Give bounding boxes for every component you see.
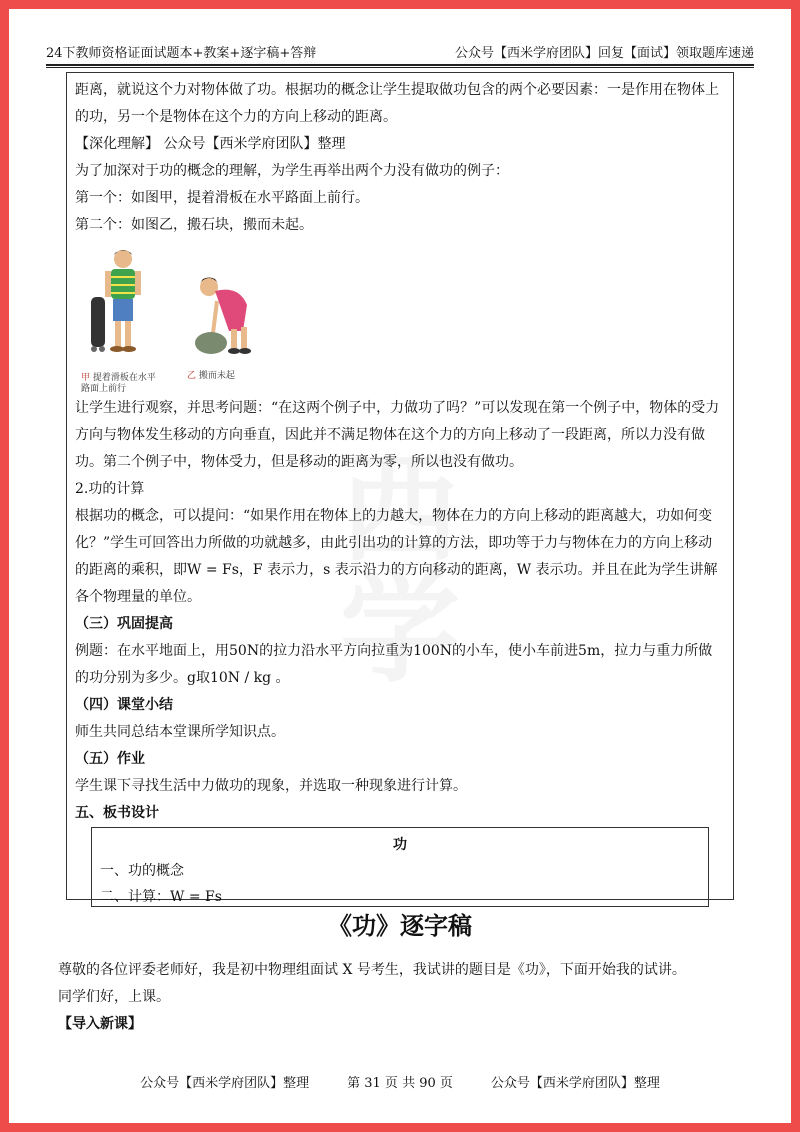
- paragraph: 例题：在水平地面上，用50N的拉力沿水平方向拉重为100N的小车，使小车前进5m，拉力与重力所做的功分别为多少。g取10N / kg 。: [75, 643, 713, 686]
- example-figures: [75, 241, 725, 395]
- paragraph: 同学们好，上课。: [58, 989, 170, 1005]
- deepen-line: [75, 131, 725, 158]
- header-rule: [46, 64, 754, 66]
- section-heading: （五）作业: [75, 751, 145, 767]
- paragraph: 尊敬的各位评委老师好，我是初中物理组面试 X 号考生，我试讲的题目是《功》，下面开始我的试讲。: [58, 962, 686, 978]
- watermark-logo: 西 学: [340, 440, 460, 699]
- paragraph: 第一个：如图甲，提着滑板在水平路面上前行。: [75, 190, 369, 206]
- figure-b-caption: [187, 371, 267, 382]
- header-rule-thin: [46, 67, 754, 68]
- paragraph: 根据功的概念，可以提问：“如果作用在物体上的力越大，物体在力的方向上移动的距离越大，功如何变化？”学生可回答出力所做的功就越多，由此引出功的计算的方法，即功等于力与物体在力的方向上移动的距离的乘积，即W = Fs，F 表示力，s 表示沿力的方向移动的距离，W 表示功。并且在此为学生讲解各个物理量的单位。: [75, 508, 718, 605]
- boy-carrying-skateboard-illustration: [81, 245, 161, 363]
- script-body: [58, 957, 742, 1038]
- paragraph: 第二个：如图乙，搬石块，搬而未起。: [75, 217, 313, 233]
- footer-right: 公众号【西米学府团队】整理: [490, 1076, 660, 1091]
- blackboard-design: [91, 827, 709, 907]
- section-heading: （三）巩固提高: [75, 616, 173, 632]
- paragraph: 学生课下寻找生活中力做功的现象，并选取一种现象进行计算。: [75, 778, 467, 794]
- deepen-label: 【深化理解】: [75, 136, 159, 152]
- figure-a-caption-text: 提着滑板在水平路面上前行: [81, 373, 156, 394]
- figure-a: [81, 245, 161, 395]
- board-line: 一、功的概念: [100, 863, 184, 879]
- figure-a-caption: [81, 373, 161, 395]
- figure-a-mark: 甲: [81, 373, 91, 383]
- deepen-source: 公众号【西米学府团队】整理: [163, 136, 346, 152]
- header-right: 公众号【西米学府团队】回复【面试】领取题库速递: [454, 45, 754, 61]
- figure-b-mark: 乙: [187, 371, 197, 381]
- figure-b-caption-text: 搬而未起: [198, 371, 235, 381]
- paragraph: 让学生进行观察，并思考问题：“在这两个例子中，力做功了吗？”可以发现在第一个例子中，物体的受力方向与物体发生移动的方向垂直，因此并不满足物体在这个力的方向上移动了一段距离，所以力没有做功。第二个例子中，物体受力，但是移动的距离为零，所以也没有做功。: [75, 400, 720, 470]
- header-left: 24下教师资格证面试题本+教案+逐字稿+答辩: [46, 45, 317, 61]
- figure-b: [187, 271, 267, 391]
- paragraph: 为了加深对于功的概念的理解，为学生再举出两个力没有做功的例子：: [75, 163, 509, 179]
- section-heading: 五、板书设计: [75, 805, 159, 821]
- page-header: [46, 40, 754, 62]
- script-title: 《功》逐字稿: [328, 912, 472, 940]
- paragraph: 师生共同总结本堂课所学知识点。: [75, 724, 285, 740]
- page-number: 第 31 页 共 90 页: [347, 1076, 453, 1091]
- board-title: 功: [393, 837, 407, 853]
- section-heading: 2.功的计算: [75, 481, 145, 497]
- board-line: 二、计算：W = Fs: [100, 889, 222, 905]
- paragraph: 距离，就说这个力对物体做了功。根据功的概念让学生提取做功包含的两个必要因素：一是作用在物体上的功，另一个是物体在这个力的方向上移动的距离。: [75, 82, 719, 125]
- section-heading: 【导入新课】: [58, 1016, 142, 1032]
- footer-left: 公众号【西米学府团队】整理: [140, 1076, 310, 1091]
- page-footer: [0, 1072, 800, 1091]
- section-heading: （四）课堂小结: [75, 697, 173, 713]
- girl-lifting-stone-illustration: [187, 271, 267, 361]
